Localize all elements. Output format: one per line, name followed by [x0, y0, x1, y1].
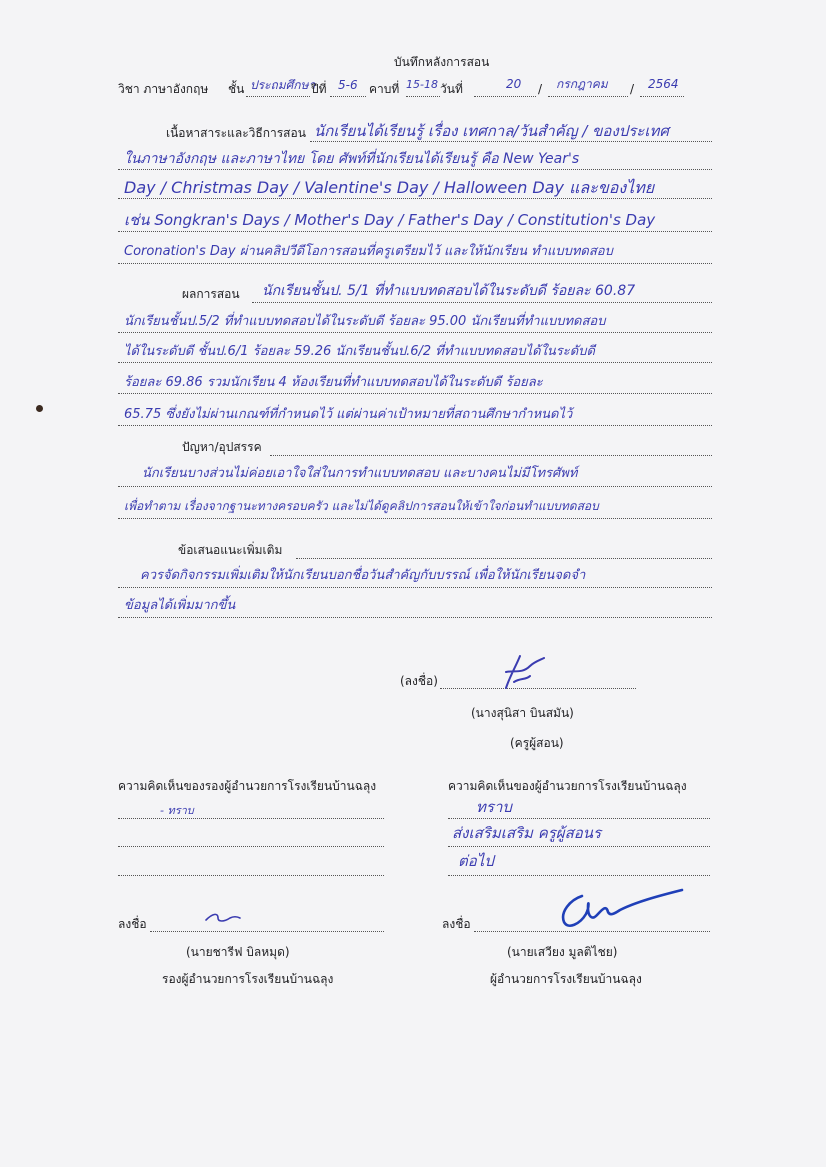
content-line-1: [310, 141, 712, 142]
content-text-5: Coronation's Day ผ่านคลิปวีดีโอการสอนที่ครูเตรียมไว้ และให้นักเรียน ทำแบบทดสอบ: [124, 244, 613, 259]
level-label: ชั้น: [228, 82, 245, 96]
content-label: เนื้อหาสาระและวิธีการสอน: [166, 126, 306, 140]
results-text-4: ร้อยละ 69.86 รวมนักเรียน 4 ห้องเรียนที่ทำแบบทดสอบได้ในระดับดี ร้อยละ: [124, 375, 543, 390]
day-line: [474, 96, 536, 97]
deputy-role: รองผู้อำนวยการโรงเรียนบ้านฉลุง: [162, 972, 334, 986]
deputy-line-1: [118, 818, 384, 819]
results-line-2: [118, 332, 712, 333]
deputy-name: (นายชารีฟ บิลหมุด): [186, 945, 290, 959]
period-label: คาบที่: [369, 82, 400, 96]
month-line: [548, 96, 628, 97]
ink-spot: [36, 405, 43, 412]
level-value: ประถมศึกษา: [250, 78, 316, 92]
deputy-line-3: [118, 875, 384, 876]
results-text-1: นักเรียนชั้นป. 5/1 ที่ทำแบบทดสอบได้ในระดับดี ร้อยละ 60.87: [262, 283, 636, 299]
director-comment-1: ทราบ: [476, 798, 512, 816]
year-value: 5-6: [338, 78, 358, 92]
month-value: กรกฎาคม: [556, 77, 608, 91]
teacher-role: (ครูผู้สอน): [510, 736, 564, 750]
results-text-3: ได้ในระดับดี ชั้นป.6/1 ร้อยละ 59.26 นักเรียนชั้นป.6/2 ที่ทำแบบทดสอบได้ในระดับดี: [124, 344, 595, 359]
year-number: 2564: [648, 77, 679, 91]
deputy-sign-line: [150, 931, 384, 932]
suggestions-label: ข้อเสนอแนะเพิ่มเติม: [178, 543, 283, 557]
problems-line-2: [118, 486, 712, 487]
director-line-2: [448, 846, 710, 847]
teacher-sign-label: (ลงชื่อ): [400, 674, 438, 688]
results-label: ผลการสอน: [182, 287, 240, 301]
director-line-3: [448, 875, 710, 876]
deputy-signature: [202, 908, 242, 928]
director-name: (นายเสวียง มูลติไชย): [507, 945, 618, 959]
results-text-5: 65.75 ซึ่งยังไม่ผ่านเกณฑ์ที่กำหนดไว้ แต่ผ่านค่าเป้าหมายที่สถานศึกษากำหนดไว้: [124, 407, 573, 422]
content-text-3: Day / Christmas Day / Valentine's Day / Halloween Day และของไทย: [124, 178, 655, 197]
day-value: 20: [506, 77, 522, 91]
results-line-1: [252, 302, 712, 303]
results-line-3: [118, 362, 712, 363]
yearnum-line: [640, 96, 684, 97]
content-line-4: [118, 231, 712, 232]
subject-label: วิชา ภาษาอังกฤษ: [118, 82, 209, 96]
director-role: ผู้อำนวยการโรงเรียนบ้านฉลุง: [490, 972, 642, 986]
date-slash-1: /: [538, 82, 543, 96]
problems-line-3: [118, 518, 712, 519]
deputy-line-2: [118, 846, 384, 847]
date-label: วันที่: [440, 82, 463, 96]
year-label: ปีที่: [311, 82, 327, 96]
results-line-5: [118, 425, 712, 426]
problems-label: ปัญหา/อุปสรรค: [182, 440, 262, 454]
suggestions-line-2: [118, 587, 712, 588]
period-line: [406, 96, 440, 97]
suggestions-text-2: ข้อมูลได้เพิ่มมากขึ้น: [124, 598, 236, 613]
period-value: 15-18: [406, 78, 438, 91]
results-text-2: นักเรียนชั้นป.5/2 ที่ทำแบบทดสอบได้ในระดับดี ร้อยละ 95.00 นักเรียนที่ทำแบบทดสอบ: [124, 314, 606, 329]
date-slash-2: /: [630, 82, 635, 96]
year-line: [330, 96, 366, 97]
director-signature: [554, 886, 686, 936]
content-line-3: [118, 198, 712, 199]
suggestions-line-3: [118, 617, 712, 618]
level-line: [246, 96, 310, 97]
content-text-1: นักเรียนได้เรียนรู้ เรื่อง เทศกาล/วันสำคัญ / ของประเทศ: [314, 122, 669, 140]
results-line-4: [118, 393, 712, 394]
teacher-name: (นางสุนิสา บินสมัน): [471, 706, 574, 720]
suggestions-text-1: ควรจัดกิจกรรมเพิ่มเติมให้นักเรียนบอกชื่อวันสำคัญกับบรรณ์ เพื่อให้นักเรียนจดจำ: [140, 568, 586, 583]
problems-text-1: นักเรียนบางส่วนไม่ค่อยเอาใจใส่ในการทำแบบทดสอบ และบางคนไม่มีโทรศัพท์: [142, 466, 578, 481]
teacher-signature: [500, 652, 546, 696]
problems-text-2: เพื่อทำตาม เรื่องจากฐานะทางครอบครัว และไม่ได้ดูคลิปการสอนให้เข้าใจก่อนทำแบบทดสอบ: [124, 499, 599, 513]
deputy-heading: ความคิดเห็นของรองผู้อำนวยการโรงเรียนบ้านฉลุง: [118, 779, 377, 793]
content-text-4: เช่น Songkran's Days / Mother's Day / Father's Day / Constitution's Day: [124, 211, 656, 229]
director-comment-2: ส่งเสริมเสริม ครูผู้สอนร: [452, 824, 602, 842]
problems-line-1: [270, 455, 712, 456]
page-title: บันทึกหลังการสอน: [394, 55, 490, 69]
director-comment-3: ต่อไป: [458, 852, 494, 870]
director-heading: ความคิดเห็นของผู้อำนวยการโรงเรียนบ้านฉลุง: [448, 779, 687, 793]
deputy-sign-label: ลงชื่อ: [118, 917, 147, 931]
suggestions-line-1: [296, 558, 712, 559]
content-line-2: [118, 169, 712, 170]
content-line-5: [118, 263, 712, 264]
director-line-1: [448, 818, 710, 819]
deputy-comment: - ทราบ: [160, 804, 194, 817]
director-sign-label: ลงชื่อ: [442, 917, 471, 931]
content-text-2: ในภาษาอังกฤษ และภาษาไทย โดย ศัพท์ที่นักเรียนได้เรียนรู้ คือ New Year's: [124, 151, 580, 167]
